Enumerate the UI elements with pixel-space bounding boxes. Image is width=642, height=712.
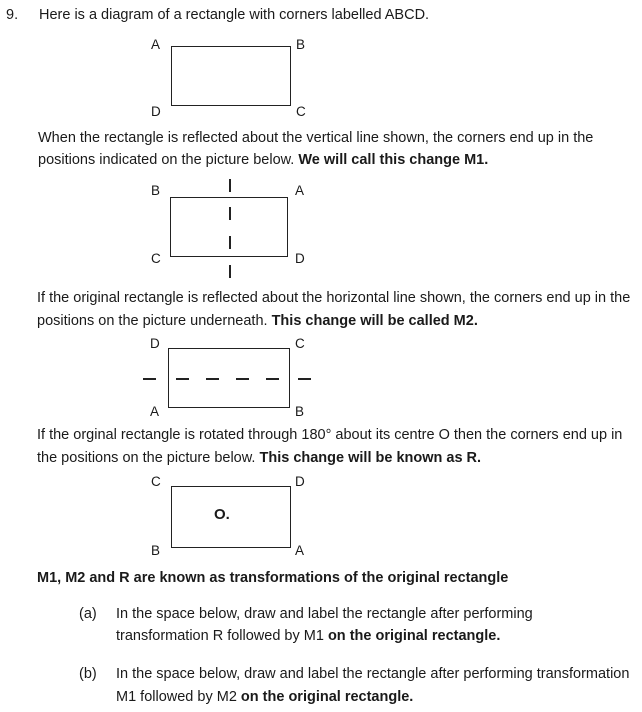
m2-text-line2: positions on the picture underneath. This change will be called M2. — [37, 313, 478, 329]
part-b-label: (b) — [79, 666, 97, 682]
m1-text-line2: positions indicated on the picture below. We will call this change M1. — [38, 152, 489, 168]
part-b-line1: In the space below, draw and label the rectangle after performing transformation — [116, 666, 630, 682]
m2-label-top-right: C — [295, 336, 305, 351]
m1-label-top-right: A — [295, 183, 305, 198]
m1-text-line1: When the rectangle is reflected about the vertical line shown, the corners end up in the — [38, 130, 594, 146]
r-text-line1: If the orginal rectangle is rotated through 180° about its centre O then the corners end up in — [37, 427, 623, 443]
m2-text-line1: If the original rectangle is reflected about the horizontal line shown, the corners end up in the — [37, 290, 631, 306]
r-label-bottom-right: A — [295, 543, 305, 558]
m2-definition: This change will be called M2. — [271, 313, 478, 329]
original-label-bottom-left: D — [151, 104, 161, 119]
r-rectangle — [171, 486, 291, 548]
original-label-top-left: A — [151, 37, 161, 52]
part-b-line2: M1 followed by M2 on the original rectangle. — [116, 689, 414, 705]
r-label-top-right: D — [295, 474, 305, 489]
summary-text: M1, M2 and R are known as transformations of the original rectangle — [37, 570, 509, 586]
m1-label-bottom-left: C — [151, 251, 161, 266]
original-rectangle — [171, 46, 291, 106]
original-label-top-right: B — [296, 37, 306, 52]
m2-label-top-left: D — [150, 336, 160, 351]
m2-label-bottom-right: B — [295, 404, 305, 419]
part-a-label: (a) — [79, 606, 97, 622]
m2-label-bottom-left: A — [150, 404, 160, 419]
intro-text: Here is a diagram of a rectangle with corners labelled ABCD. — [39, 7, 430, 23]
question-number: 9. — [6, 7, 19, 23]
r-centre-label: O. — [214, 506, 230, 523]
part-a-line2: transformation R followed by M1 on the original rectangle. — [116, 628, 501, 644]
r-text-line2: the positions on the picture below. This change will be known as R. — [37, 450, 482, 466]
r-label-top-left: C — [151, 474, 161, 489]
part-a-line1: In the space below, draw and label the rectangle after performing — [116, 606, 533, 622]
m1-label-top-left: B — [151, 183, 161, 198]
r-definition: This change will be known as R. — [259, 450, 482, 466]
m1-label-bottom-right: D — [295, 251, 305, 266]
m1-definition: We will call this change M1. — [298, 152, 489, 168]
r-label-bottom-left: B — [151, 543, 161, 558]
original-label-bottom-right: C — [296, 104, 306, 119]
